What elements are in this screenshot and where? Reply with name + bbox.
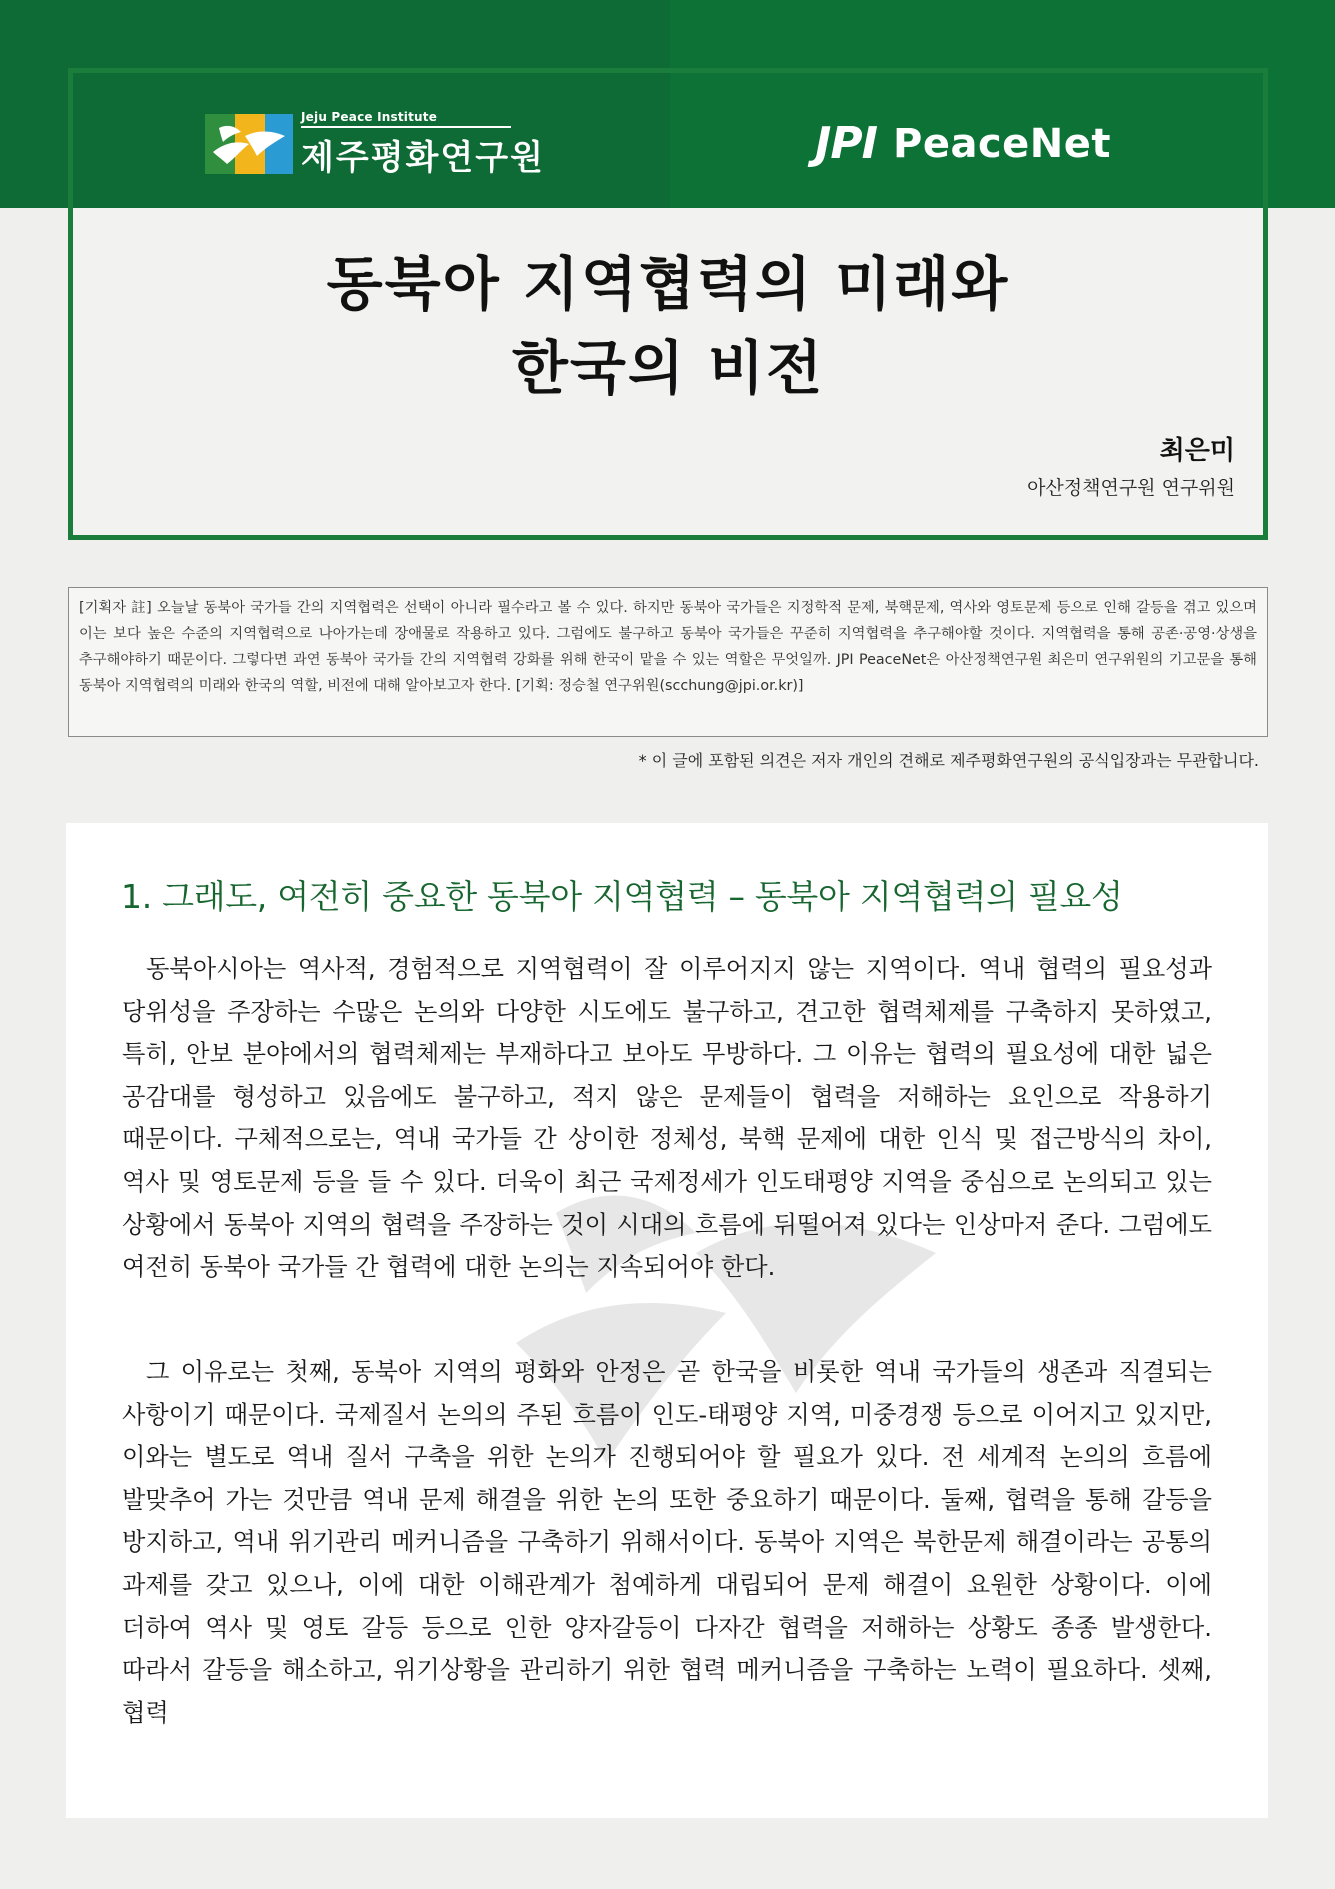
- peacenet-logo: [815, 118, 1111, 169]
- institute-name-ko: 제주평화연구원: [301, 137, 545, 178]
- paragraph-2: 그 이유로는 첫째, 동북아 지역의 평화와 안정은 곧 한국을 비롯한 역내 국가들의 생존과 직결되는 사항이기 때문이다. 국제질서 논의의 주된 흐름이 인도-태평양 지역, 미중경쟁 등으로 이어지고 있지만, 이와는 별도로 역내 질서 구축을 위한 논의가 진행되어야 할 필요가 있다. 전 세계적 논의의 흐름에 발맞추어 가는 것만큼 역내 문제 해결을 위한 논의 또한 중요하기 때문이다. 둘째, 협력을 통해 갈등을 방지하고, 역내 위기관리 메커니즘을 구축하기 위해서이다. 동북아 지역은 북한문제 해결이라는 공통의 과제를 갖고 있으나, 이에 대한 이해관계가 첨예하게 대립되어 문제 해결이 요원한 상황이다. 이에 더하여 역사 및 영토 갈등 등으로 인한 양자갈등이 다자간 협력을 저해하는 상황도 종종 발생한다. 따라서 갈등을 해소하고, 위기상황을 관리하기 위한 협력 메커니즘을 구축하는 노력이 필요하다. 셋째, 협력: [122, 1358, 1212, 1727]
- article-body: [66, 823, 1268, 1818]
- author-affiliation: 아산정책연구원 연구위원: [1027, 477, 1235, 499]
- editor-note-box: [68, 587, 1268, 737]
- jpi-mark: JPI: [815, 118, 877, 169]
- jeju-peace-institute-logo: [205, 109, 545, 178]
- paragraph-1: 동북아시아는 역사적, 경험적으로 지역협력이 잘 이루어지지 않는 지역이다. 역내 협력의 필요성과 당위성을 주장하는 수많은 논의와 다양한 시도에도 불구하고, 견고한 협력체제를 구축하지 못하였고, 특히, 안보 분야에서의 협력체제는 부재하다고 보아도 무방하다. 그 이유는 협력의 필요성에 대한 넓은 공감대를 형성하고 있음에도 불구하고, 적지 않은 문제들이 협력을 저해하는 요인으로 작용하기 때문이다. 구체적으로는, 역내 국가들 간 상이한 정체성, 북핵 문제에 대한 인식 및 접근방식의 차이, 역사 및 영토문제 등을 들 수 있다. 더욱이 최근 국제정세가 인도태평양 지역을 중심으로 논의되고 있는 상황에서 동북아 지역의 협력을 주장하는 것이 시대의 흐름에 뒤떨어져 있다는 인상마저 준다. 그럼에도 여전히 동북아 국가들 간 협력에 대한 논의는 지속되어야 한다.: [122, 955, 1212, 1282]
- disclaimer: * 이 글에 포함된 의견은 저자 개인의 견해로 제주평화연구원의 공식입장과는 무관합니다.: [638, 751, 1259, 770]
- editor-note-text: [기획자 註] 오늘날 동북아 국가들 간의 지역협력은 선택이 아니라 필수라고 볼 수 있다. 하지만 동북아 국가들은 지정학적 문제, 북핵문제, 역사와 영토문제 등으로 인해 갈등을 겪고 있으며 이는 보다 높은 수준의 지역협력으로 나아가는데 장애물로 작용하고 있다. 그럼에도 불구하고 동북아 국가들은 꾸준히 지역협력을 추구해야할 것이다. 지역협력을 통해 공존·공영·상생을 추구해야하기 때문이다. 그렇다면 과연 동북아 국가들 간의 지역협력 강화를 위해 한국이 맡을 수 있는 역할은 무엇일까. JPI PeaceNet은 아산정책연구원 최은미 연구위원의 기고문을 통해 동북아 지역협력의 미래와 한국의 역할, 비전에 대해 알아보고자 한다. [기획: 정승철 연구위원(scchung@jpi.or.kr)]: [79, 600, 1257, 694]
- title-line-2: 한국의 비전: [511, 334, 825, 402]
- peacenet-name: PeaceNet: [893, 120, 1112, 167]
- section-title: 1. 그래도, 여전히 중요한 동북아 지역협력 – 동북아 지역협력의 필요성: [121, 877, 1123, 916]
- institute-name-en: Jeju Peace Institute: [301, 110, 511, 128]
- dove-logo-icon: [205, 114, 293, 174]
- document-title: [73, 242, 1263, 410]
- author-name: 최은미: [1159, 436, 1235, 466]
- title-line-1: 동북아 지역협력의 미래와: [326, 250, 1010, 318]
